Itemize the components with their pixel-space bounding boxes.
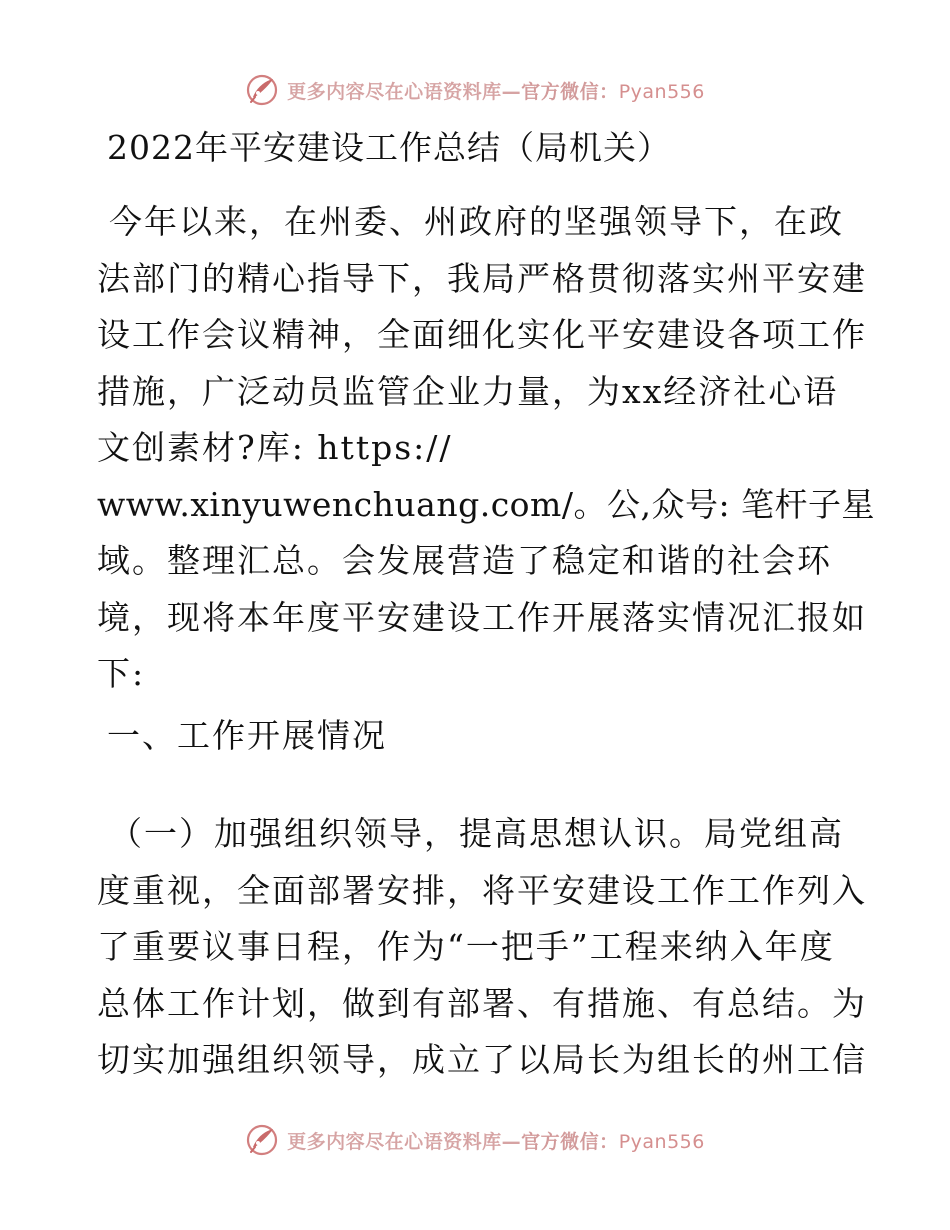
intro-paragraph	[97, 194, 876, 703]
paragraph-line: 域。整理汇总。会发展营造了稳定和谐的社会环	[97, 541, 832, 580]
paragraph-line: www.xinyuwenchuang.com/。公,众号: 笔杆子星	[97, 484, 876, 524]
watermark-text	[287, 1127, 705, 1154]
watermark-main-text: 更多内容尽在心语资料库	[287, 80, 502, 103]
watermark-separator: —	[501, 1130, 522, 1153]
paragraph-line: 境，现将本年度平安建设工作开展落实情况汇报如	[97, 597, 867, 637]
paragraph-line: （一）加强组织领导，提高思想认识。局党组高	[109, 814, 844, 853]
watermark-wechat-id: Pyan556	[618, 80, 705, 103]
section-heading: 一、工作开展情况	[107, 716, 387, 755]
paragraph-line: 切实加强组织领导，成立了以局长为组长的州工信	[97, 1040, 867, 1079]
header-watermark-banner	[0, 70, 950, 110]
paragraph-line: 了重要议事日程，作为“一把手”工程来纳入年度	[97, 927, 835, 966]
footer-watermark-banner	[0, 1120, 950, 1160]
feather-pen-logo-icon	[245, 73, 279, 107]
watermark-separator: —	[501, 80, 522, 103]
paragraph-line: 今年以来，在州委、州政府的坚强领导下，在政	[109, 202, 844, 241]
watermark-official-label: 官方微信：	[521, 80, 619, 103]
section1-paragraph	[97, 806, 867, 1089]
document-title: 2022年平安建设工作总结（局机关）	[107, 128, 671, 167]
watermark-text	[287, 77, 705, 104]
paragraph-line: 措施，广泛动员监管企业力量，为xx经济社心语	[97, 371, 839, 411]
watermark-wechat-id: Pyan556	[618, 1130, 705, 1153]
watermark-main-text: 更多内容尽在心语资料库	[287, 1130, 502, 1153]
paragraph-line: 下:	[97, 654, 146, 693]
paragraph-line: 总体工作计划，做到有部署、有措施、有总结。为	[97, 983, 867, 1023]
paragraph-line: 设工作会议精神，全面细化实化平安建设各项工作	[97, 315, 867, 354]
watermark-official-label: 官方微信：	[521, 1130, 619, 1153]
paragraph-line: 度重视，全面部署安排，将平安建设工作工作列入	[97, 870, 867, 910]
paragraph-line: 文创素材?库: https://	[97, 428, 453, 467]
paragraph-line: 法部门的精心指导下，我局严格贯彻落实州平安建	[97, 258, 867, 298]
feather-pen-logo-icon	[245, 1123, 279, 1157]
